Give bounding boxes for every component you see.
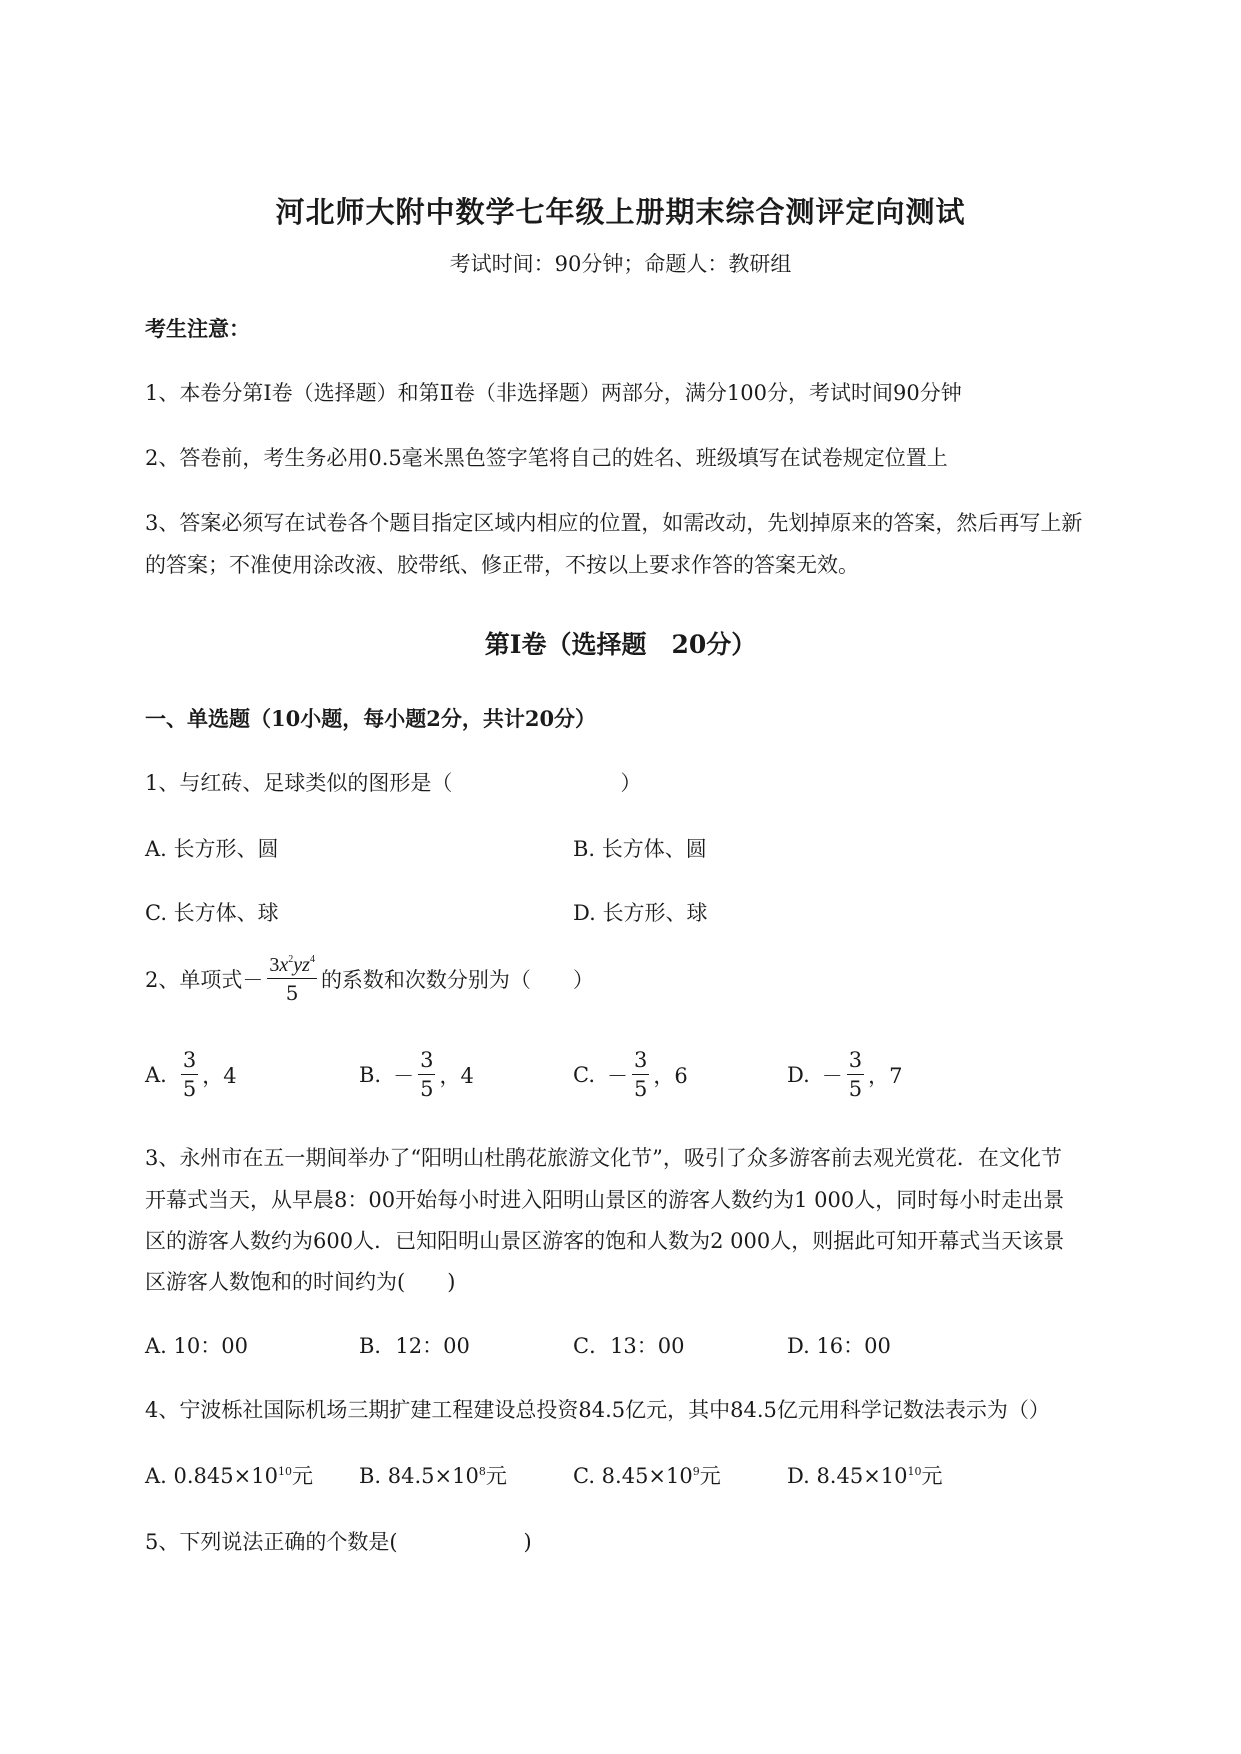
notice-item-2: 2、答卷前，考生务必用0.5毫米黑色签字笔将自己的姓名、班级填写在试卷规定位置上: [145, 446, 948, 470]
question-3-line-3: 区的游客人数约为600人．已知阳明山景区游客的饱和人数为2 000人，则据此可知开幕式当天该景: [145, 1229, 1065, 1253]
section-title: 第Ⅰ卷（选择题 20分）: [484, 630, 757, 659]
question-3-line-2: 开幕式当天，从早晨8：00开始每小时进入阳明山景区的游客人数约为1 000人，同时每小时走出景: [145, 1188, 1065, 1212]
question-1-option-b[interactable]: B. 长方体、圆: [573, 837, 707, 861]
question-2-suffix: 的系数和次数分别为（ ）: [320, 968, 594, 992]
question-3-option-c[interactable]: C．13：00: [573, 1334, 685, 1358]
question-4-option-a[interactable]: A. $0.845\times 10^{10}$元: [145, 1464, 313, 1488]
notice-item-3: 3、答案必须写在试卷各个题目指定区域内相应的位置，如需改动，先划掉原来的答案，然后再写上新: [145, 511, 1083, 535]
notice-item-3-cont: 的答案；不准使用涂改液、胶带纸、修正带，不按以上要求作答的答案无效。: [145, 553, 859, 577]
exam-info: 考试时间：90分钟；命题人：教研组: [449, 252, 792, 276]
question-2-option-a[interactable]: A. $\frac{3}{5}$ ，4: [145, 1048, 237, 1101]
question-4-stem: 4、宁波栎社国际机场三期扩建工程建设总投资84.5亿元，其中84.5亿元用科学记数法表示为（）: [145, 1398, 1050, 1422]
question-2-option-b[interactable]: B. － $\frac{3}{5}$ ，4: [359, 1048, 474, 1101]
question-2-monomial: $\frac{3x^2yz^4}{5}$: [269, 954, 315, 1005]
question-2-option-d[interactable]: D. － $\frac{3}{5}$ ，7: [787, 1048, 903, 1101]
part-title: 一、单选题（10小题，每小题2分，共计20分）: [145, 706, 597, 731]
notice-item-1: 1、本卷分第Ⅰ卷（选择题）和第Ⅱ卷（非选择题）两部分，满分100分，考试时间90分钟: [145, 381, 962, 405]
notice-heading: 考生注意：: [145, 316, 250, 341]
question-3-option-d[interactable]: D. 16：00: [787, 1334, 891, 1358]
question-1-option-a[interactable]: A. 长方形、圆: [145, 837, 279, 861]
page-title: 河北师大附中数学七年级上册期末综合测评定向测试: [275, 195, 966, 229]
question-1-option-c[interactable]: C. 长方体、球: [145, 901, 279, 925]
question-3-line-4: 区游客人数饱和的时间约为( ): [145, 1270, 456, 1294]
question-2-option-c[interactable]: C. － $\frac{3}{5}$ ，6: [573, 1048, 688, 1101]
question-2-prefix: 2、单项式－: [145, 968, 264, 992]
question-3-option-b[interactable]: B．12：00: [359, 1334, 470, 1358]
question-2-stem: [145, 955, 594, 1003]
question-4-option-c[interactable]: C. $8.45\times 10^9$元: [573, 1464, 721, 1488]
question-4-option-d[interactable]: D. $8.45\times 10^{10}$元: [787, 1464, 943, 1488]
question-1-stem: 1、与红砖、足球类似的图形是（ ）: [145, 771, 642, 795]
question-4-option-b[interactable]: B. $84.5\times 10^8$元: [359, 1464, 507, 1488]
question-5-stem: 5、下列说法正确的个数是( ): [145, 1530, 532, 1554]
question-3-line-1: 3、永州市在五一期间举办了“阳明山杜鹃花旅游文化节”，吸引了众多游客前去观光赏花．在文化节: [145, 1146, 1062, 1170]
question-1-option-d[interactable]: D. 长方形、球: [573, 901, 708, 925]
question-3-option-a[interactable]: A. 10：00: [145, 1334, 248, 1358]
